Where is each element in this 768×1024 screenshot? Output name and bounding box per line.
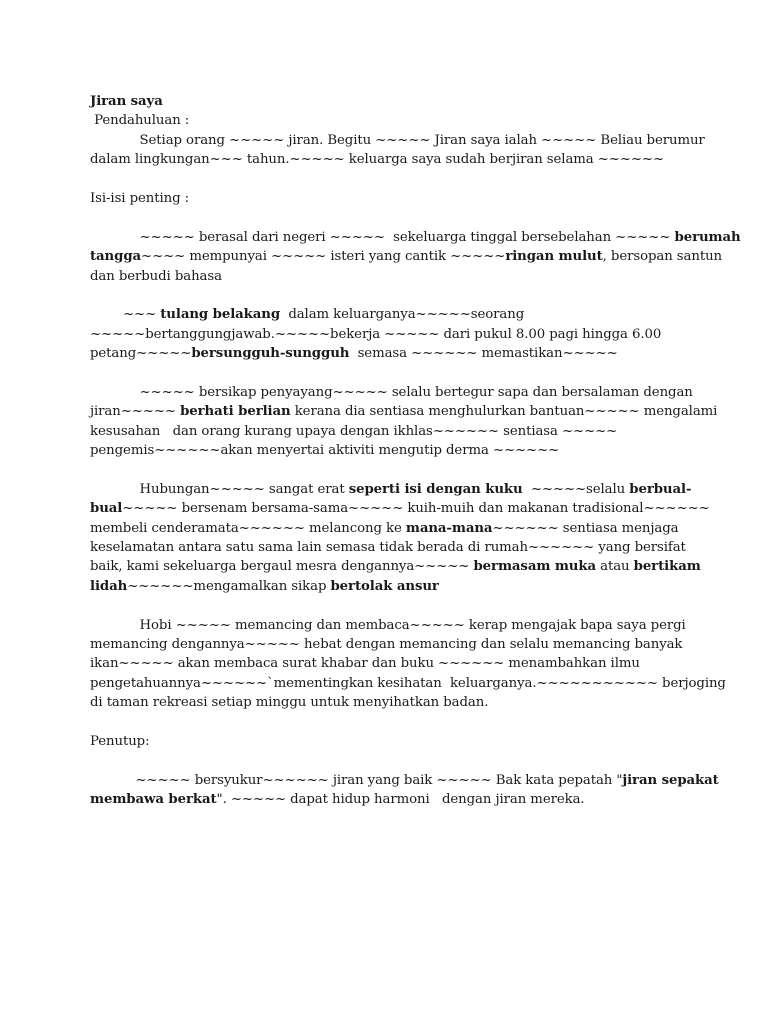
text-run: membeli cenderamata~~~~~~ melancong ke — [90, 520, 406, 536]
document-title: Jiran saya — [90, 94, 163, 109]
bold-phrase: membawa berkat — [90, 792, 217, 808]
blank-line — [90, 286, 690, 305]
bold-phrase: bual — [90, 501, 123, 517]
main-heading: Isi-isi penting : — [90, 190, 190, 206]
text-run: ~~~~~ bersikap penyayang~~~~~ selalu bertegur sapa dan bersalaman dengan — [90, 384, 693, 400]
text-run: jiran~~~~~ — [90, 404, 181, 420]
text-run: ~~~~~ bersyukur~~~~~~ jiran yang baik ~~~~~ Bak kata pepatah " — [90, 772, 623, 788]
bold-phrase: berumah — [674, 229, 741, 245]
bold-phrase: bertolak ansur — [330, 578, 439, 594]
blank-line — [90, 460, 690, 479]
text-run: petang~~~~~ — [90, 346, 192, 362]
text-line — [90, 344, 690, 363]
text-line — [90, 383, 693, 402]
bold-phrase: bermasam muka — [473, 559, 596, 575]
text-line — [90, 480, 690, 499]
text-run: pengetahuannya~~~~~~`mementingkan kesihatan keluarganya.~~~~~~~~~~~ berjoging — [90, 675, 726, 691]
text-line — [90, 402, 718, 421]
text-line — [90, 267, 690, 286]
text-line — [90, 441, 690, 460]
body-paragraph-caring — [90, 383, 718, 461]
text-line — [90, 674, 726, 693]
bold-phrase: berhati berlian — [180, 404, 291, 420]
text-line — [90, 228, 741, 247]
text-run: ". ~~~~~ dapat hidup harmoni dengan jiran mereka. — [216, 792, 585, 808]
text-line — [90, 693, 690, 712]
text-line — [90, 247, 722, 266]
bold-phrase: jiran sepakat — [622, 772, 719, 788]
text-run: semasa ~~~~~~ memastikan~~~~~ — [349, 346, 618, 362]
text-run: ikan~~~~~ akan membaca surat khabar dan buku ~~~~~~ menambahkan ilmu — [90, 656, 640, 672]
blank-line — [90, 208, 690, 227]
bold-phrase: lidah — [90, 578, 128, 594]
text-run: kesusahan dan orang kurang upaya dengan ikhlas~~~~~~ sentiasa ~~~~~ — [90, 423, 618, 439]
blank-line — [90, 596, 690, 615]
text-run: ~~~~~~ sentiasa menjaga — [492, 520, 679, 536]
intro-heading: Pendahuluan : — [90, 113, 190, 129]
text-line — [90, 654, 690, 673]
bold-phrase: seperti isi dengan kuku — [348, 481, 523, 497]
bold-phrase: bersungguh-sungguh — [191, 346, 350, 362]
text-run: ~~~ — [90, 307, 161, 323]
text-run: Hubungan~~~~~ sangat erat — [90, 481, 349, 497]
text-line — [90, 150, 690, 169]
text-line — [90, 131, 705, 150]
text-run: memancing dengannya~~~~~ hebat dengan memancing dan selalu memancing banyak — [90, 636, 683, 652]
text-run: Hobi ~~~~~ memancing dan membaca~~~~~ kerap mengajak bapa saya pergi — [90, 617, 686, 633]
text-line — [90, 519, 690, 538]
bold-phrase: ringan mulut — [505, 249, 603, 265]
text-run: di taman rekreasi setiap minggu untuk menyihatkan badan. — [90, 695, 489, 711]
closing-paragraph — [90, 771, 719, 810]
body-paragraph-backbone — [90, 305, 690, 363]
text-run: dan berbudi bahasa — [90, 268, 222, 284]
text-run: ~~~~~~mengamalkan sikap — [127, 578, 331, 594]
text-run: pengemis~~~~~~akan menyertai aktiviti mengutip derma ~~~~~~ — [90, 443, 560, 459]
text-line — [90, 577, 690, 596]
text-run: ~~~~ mempunyai ~~~~~ isteri yang cantik ~~~~~ — [141, 249, 506, 265]
bold-phrase: tulang belakang — [160, 307, 281, 323]
blank-line — [90, 751, 690, 770]
blank-line — [90, 363, 690, 382]
intro-paragraph — [90, 131, 705, 170]
body-paragraph-hobby — [90, 616, 726, 713]
body-paragraph-origin — [90, 228, 741, 286]
bold-phrase: berbual- — [629, 481, 692, 497]
text-run: Setiap orang ~~~~~ jiran. Begitu ~~~~~ Jiran saya ialah ~~~~~ Beliau berumur — [90, 132, 705, 148]
text-line — [90, 557, 701, 576]
text-line — [90, 635, 690, 654]
document-page — [90, 92, 741, 809]
text-run: ~~~~~ bersenam bersama-sama~~~~~ kuih-muih dan makanan tradisional~~~~~~ — [122, 501, 710, 517]
bold-phrase: bertikam — [633, 559, 701, 575]
text-line — [90, 325, 690, 344]
text-line — [90, 616, 690, 635]
bold-phrase: mana-mana — [405, 520, 493, 536]
text-run: dalam lingkungan~~~ tahun.~~~~~ keluarga saya sudah berjiran selama ~~~~~~ — [90, 152, 664, 168]
bold-phrase: tangga — [90, 249, 142, 265]
text-line — [90, 538, 690, 557]
text-line — [90, 422, 690, 441]
text-run: kerana dia sentiasa menghulurkan bantuan~~~~~ mengalami — [290, 404, 718, 420]
text-line — [90, 305, 690, 324]
text-run: baik, kami sekeluarga bergaul mesra dengannya~~~~~ — [90, 559, 474, 575]
text-line — [90, 790, 690, 809]
blank-line — [90, 170, 690, 189]
text-run: dalam keluarganya~~~~~seorang — [280, 307, 525, 323]
blank-line — [90, 713, 690, 732]
text-run: ~~~~~selalu — [522, 481, 630, 497]
text-run: keselamatan antara satu sama lain semasa tidak berada di rumah~~~~~~ yang bersifat — [90, 539, 686, 555]
text-line — [90, 771, 719, 790]
text-run: , bersopan santun — [602, 249, 722, 265]
text-run: ~~~~~bertanggungjawab.~~~~~bekerja ~~~~~ dari pukul 8.00 pagi hingga 6.00 — [90, 326, 662, 342]
text-run: atau — [596, 559, 634, 575]
body-paragraph-relationship — [90, 480, 710, 596]
text-line — [90, 499, 710, 518]
text-run: ~~~~~ berasal dari negeri ~~~~~ sekeluarga tinggal bersebelahan ~~~~~ — [90, 229, 675, 245]
closing-heading: Penutup: — [90, 733, 150, 749]
